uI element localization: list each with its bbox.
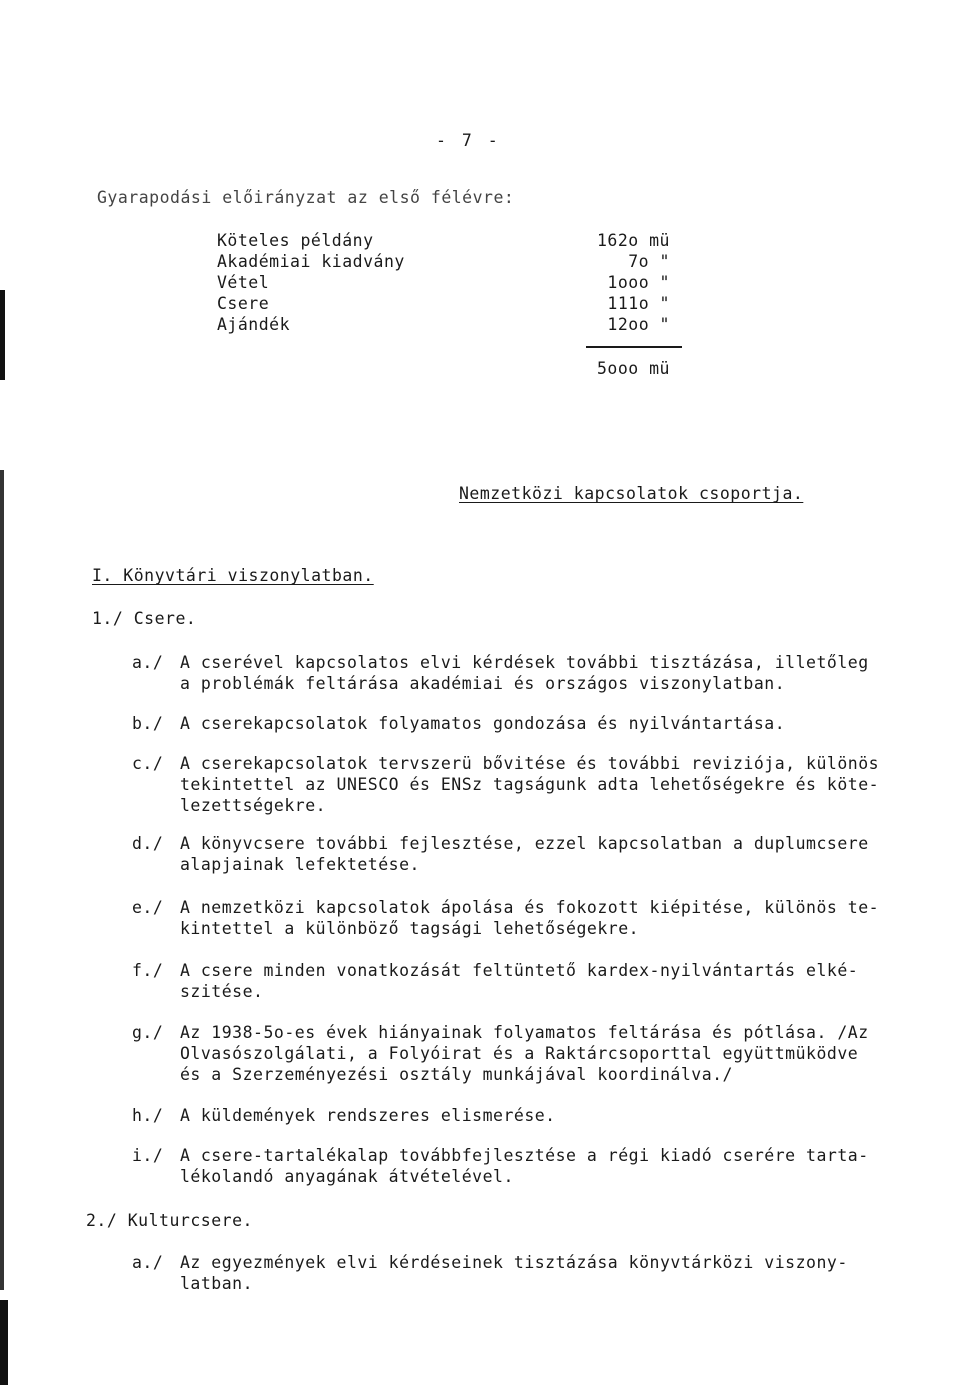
scan-edge-mark bbox=[0, 470, 4, 1290]
item-key: e./ bbox=[132, 898, 164, 917]
acquisition-value: 12oo " bbox=[607, 315, 670, 334]
item-key: b./ bbox=[132, 714, 164, 733]
acquisition-total: 5ooo mü bbox=[596, 359, 670, 378]
acquisition-value: 7o " bbox=[628, 252, 670, 271]
acquisition-label: Akadémiai kiadvány bbox=[217, 252, 405, 271]
item-line: Az egyezmények elvi kérdéseinek tisztázása könyvtárközi viszony- bbox=[180, 1253, 848, 1272]
acquisition-label: Köteles példány bbox=[217, 231, 374, 250]
page-heading: Gyarapodási előirányzat az első félévre: bbox=[97, 188, 515, 207]
item-line: A küldemények rendszeres elismerése. bbox=[180, 1106, 556, 1125]
scan-edge-mark bbox=[0, 290, 5, 380]
item-line: lékolandó anyagának átvételével. bbox=[180, 1167, 514, 1186]
item-line: a problémák feltárása akadémiai és országos viszonylatban. bbox=[180, 674, 786, 693]
item-line: A cserekapcsolatok folyamatos gondozása és nyilvántartása. bbox=[180, 714, 786, 733]
item-key: f./ bbox=[132, 961, 164, 980]
subsection-title: 1./ Csere. bbox=[92, 609, 197, 628]
item-line: tekintettel az UNESCO és ENSz tagságunk adta lehetőségekre és köte- bbox=[180, 775, 880, 794]
item-line: szitése. bbox=[180, 982, 264, 1001]
item-line: lezettségekre. bbox=[180, 796, 327, 815]
item-line: és a Szerzeményezési osztály munkájával koordinálva./ bbox=[180, 1065, 733, 1084]
item-line: Az 1938-5o-es évek hiányainak folyamatos feltárása és pótlása. /Az bbox=[180, 1023, 869, 1042]
acquisition-label: Vétel bbox=[217, 273, 270, 292]
item-key: a./ bbox=[132, 653, 164, 672]
item-line: alapjainak lefektetése. bbox=[180, 855, 420, 874]
item-key: c./ bbox=[132, 754, 164, 773]
item-line: kintettel a különböző tagsági lehetőségekre. bbox=[180, 919, 640, 938]
item-line: latban. bbox=[180, 1274, 254, 1293]
acquisition-label: Csere bbox=[217, 294, 270, 313]
item-line: A könyvcsere további fejlesztése, ezzel kapcsolatban a duplumcsere bbox=[180, 834, 869, 853]
item-line: A cserekapcsolatok tervszerü bővitése és további reviziója, különös bbox=[180, 754, 880, 773]
total-rule bbox=[586, 346, 682, 348]
acquisition-label: Ajándék bbox=[217, 315, 291, 334]
item-key: d./ bbox=[132, 834, 164, 853]
item-line: A csere-tartalékalap továbbfejlesztése a régi kiadó cserére tarta- bbox=[180, 1146, 869, 1165]
item-line: A nemzetközi kapcsolatok ápolása és fokozott kiépitése, különös te- bbox=[180, 898, 880, 917]
section-title: Nemzetközi kapcsolatok csoportja. bbox=[459, 484, 804, 503]
scan-edge-mark bbox=[0, 1300, 8, 1385]
item-key: h./ bbox=[132, 1106, 164, 1125]
item-line: Olvasószolgálati, a Folyóirat és a Raktárcsoporttal együttmüködve bbox=[180, 1044, 859, 1063]
item-line: A cserével kapcsolatos elvi kérdések további tisztázása, illetőleg bbox=[180, 653, 869, 672]
page-number: - 7 - bbox=[436, 131, 501, 150]
item-key: i./ bbox=[132, 1146, 164, 1165]
acquisition-value: 111o " bbox=[607, 294, 670, 313]
subsection-title: 2./ Kulturcsere. bbox=[86, 1211, 253, 1230]
item-key: g./ bbox=[132, 1023, 164, 1042]
item-key: a./ bbox=[132, 1253, 164, 1272]
acquisition-value: 1ooo " bbox=[607, 273, 670, 292]
part-title: I. Könyvtári viszonylatban. bbox=[92, 566, 374, 585]
item-line: A csere minden vonatkozását feltüntető kardex-nyilvántartás elké- bbox=[180, 961, 859, 980]
acquisition-value: 162o mü bbox=[596, 231, 670, 250]
